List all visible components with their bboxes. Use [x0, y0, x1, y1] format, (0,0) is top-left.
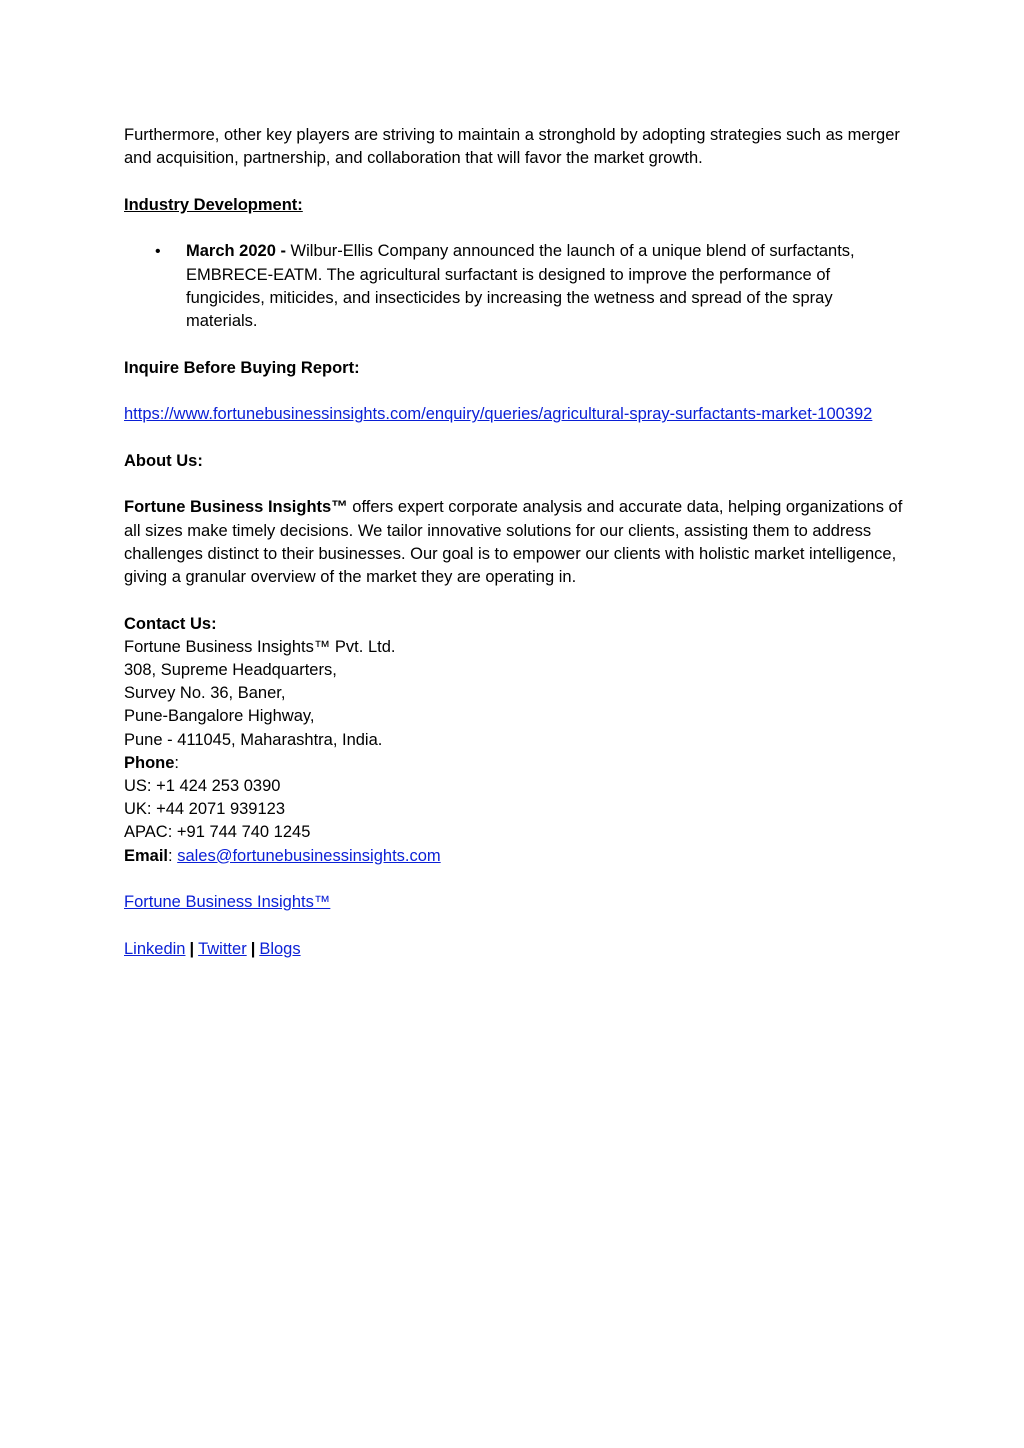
about-company-name: Fortune Business Insights™: [124, 498, 348, 517]
contact-heading: Contact Us:: [124, 614, 217, 633]
about-text: offers expert corporate analysis and accurate data, helping organizations of all sizes make timely decisions. We tailor innovative solutions for our clients, assisting them to address challenges distinct to their businesses. Our goal is to empower our clients with holistic market intelligence, giving a granular overview of the market they are operating in.: [124, 498, 903, 586]
contact-block: [124, 613, 904, 868]
separator: |: [189, 939, 195, 958]
industry-list-item: [124, 240, 904, 333]
about-heading: About Us:: [124, 451, 203, 470]
address-line: Pune-Bangalore Highway,: [124, 707, 315, 726]
email-link[interactable]: sales@fortunebusinessinsights.com: [177, 846, 441, 865]
phone-row: Phone:: [124, 753, 180, 772]
linkedin-link[interactable]: Linkedin: [124, 939, 186, 958]
email-row: Email: sales@fortunebusinessinsights.com: [124, 846, 441, 865]
email-label: Email: [124, 846, 169, 865]
inquire-link[interactable]: https://www.fortunebusinessinsights.com/enquiry/queries/agricultural-spray-surfactants-market-100392: [124, 405, 873, 424]
address-line: Survey No. 36, Baner,: [124, 684, 286, 703]
inquire-heading: Inquire Before Buying Report:: [124, 358, 360, 377]
about-paragraph: [124, 496, 904, 589]
industry-item-text: Wilbur-Ellis Company announced the launch of a unique blend of surfactants, EMBRECE-EATM. The agricultural surfactant is designed to improve the performance of fungicides, miticides, and insecticides by increasing the wetness and spread of the spray materials.: [186, 242, 855, 330]
industry-item-date: March 2020 -: [186, 242, 286, 261]
social-links: [124, 938, 904, 961]
phone-label: Phone: [124, 753, 175, 772]
address-line: 308, Supreme Headquarters,: [124, 660, 337, 679]
industry-list: [124, 240, 904, 333]
intro-paragraph: Furthermore, other key players are striving to maintain a stronghold by adopting strategies such as merger and acquisition, partnership, and collaboration that will favor the market growth.: [124, 126, 900, 168]
company-link-paragraph: [124, 891, 904, 914]
phone-uk: UK: +44 2071 939123: [124, 800, 286, 819]
address-line: Fortune Business Insights™ Pvt. Ltd.: [124, 637, 396, 656]
inquire-link-paragraph: [124, 403, 904, 426]
phone-us: US: +1 424 253 0390: [124, 777, 281, 795]
document-page: [124, 124, 904, 984]
twitter-link[interactable]: Twitter: [198, 939, 247, 958]
industry-heading: Industry Development:: [124, 195, 303, 214]
bullet-icon: •: [155, 243, 161, 261]
blogs-link[interactable]: Blogs: [259, 939, 301, 958]
company-link[interactable]: Fortune Business Insights™: [124, 893, 331, 912]
phone-apac: APAC: +91 744 740 1245: [124, 823, 311, 842]
address-line: Pune - 411045, Maharashtra, India.: [124, 730, 383, 749]
separator: |: [250, 939, 256, 958]
